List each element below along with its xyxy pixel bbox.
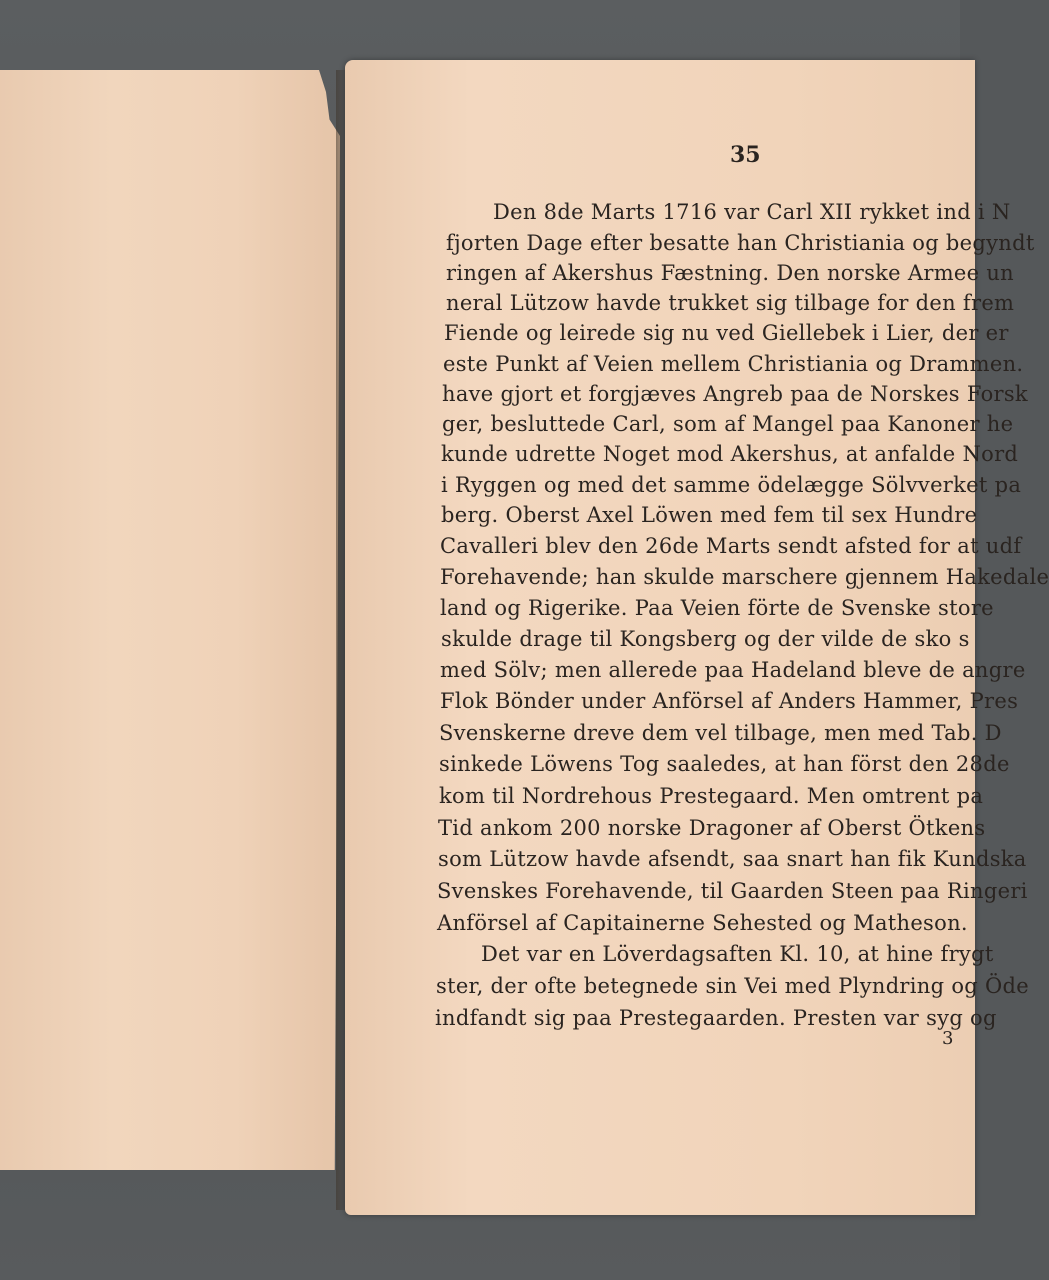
- text-line: neral Lützow havde trukket sig tilbage for den frem: [446, 291, 1015, 315]
- text-line: Tid ankom 200 norske Dragoner af Oberst Ötkens: [438, 816, 986, 840]
- text-line: Cavalleri blev den 26de Marts sendt afsted for at udf: [440, 534, 1022, 558]
- text-line: have gjort et forgjæves Angreb paa de Norskes Forsk: [442, 382, 1028, 406]
- text-line: kunde udrette Noget mod Akershus, at anfalde Nord: [441, 442, 1019, 466]
- text-line: i Ryggen og med det samme ödelægge Sölvverket pa: [441, 473, 1022, 497]
- text-line: ger, besluttede Carl, som af Mangel paa Kanoner he: [442, 412, 1014, 436]
- left-page: [0, 70, 340, 1170]
- text-line: este Punkt af Veien mellem Christiania og Drammen.: [443, 352, 1024, 376]
- text-line: Forehavende; han skulde marschere gjennem Hakedale: [440, 565, 1049, 589]
- text-line: Fiende og leirede sig nu ved Giellebek i Lier, der er: [444, 321, 1009, 345]
- text-line: Anförsel af Capitainerne Sehested og Matheson.: [437, 911, 968, 935]
- right-page: [345, 60, 1049, 1215]
- text-line: berg. Oberst Axel Löwen med fem til sex Hundre: [441, 503, 978, 527]
- text-line: ringen af Akershus Fæstning. Den norske Armee un: [446, 261, 1014, 285]
- text-line: Svenskerne dreve dem vel tilbage, men med Tab. D: [439, 721, 1002, 745]
- text-line: Svenskes Forehavende, til Gaarden Steen paa Ringeri: [437, 879, 1028, 903]
- text-line: indfandt sig paa Prestegaarden. Presten var syg og: [435, 1006, 997, 1030]
- text-line: sinkede Löwens Tog saaledes, at han först den 28de: [439, 752, 1010, 776]
- text-line: skulde drage til Kongsberg og der vilde de sko s: [441, 627, 970, 651]
- text-line: som Lützow havde afsendt, saa snart han fik Kundska: [438, 847, 1027, 871]
- text-line: Den 8de Marts 1716 var Carl XII rykket ind i N: [493, 200, 1011, 224]
- text-line: med Sölv; men allerede paa Hadeland bleve de angre: [440, 658, 1026, 682]
- text-line: land og Rigerike. Paa Veien förte de Svenske store: [440, 596, 994, 620]
- signature-mark: 3: [942, 1028, 954, 1049]
- text-line: Det var en Löverdagsaften Kl. 10, at hine frygt: [481, 942, 994, 966]
- page-number: 35: [730, 142, 761, 168]
- text-line: ster, der ofte betegnede sin Vei med Plyndring og Öde: [436, 974, 1029, 998]
- text-line: kom til Nordrehous Prestegaard. Men omtrent pa: [439, 784, 984, 808]
- text-line: Flok Bönder under Anförsel af Anders Hammer, Pres: [440, 689, 1019, 713]
- text-line: fjorten Dage efter besatte han Christiania og begyndt: [446, 231, 1035, 255]
